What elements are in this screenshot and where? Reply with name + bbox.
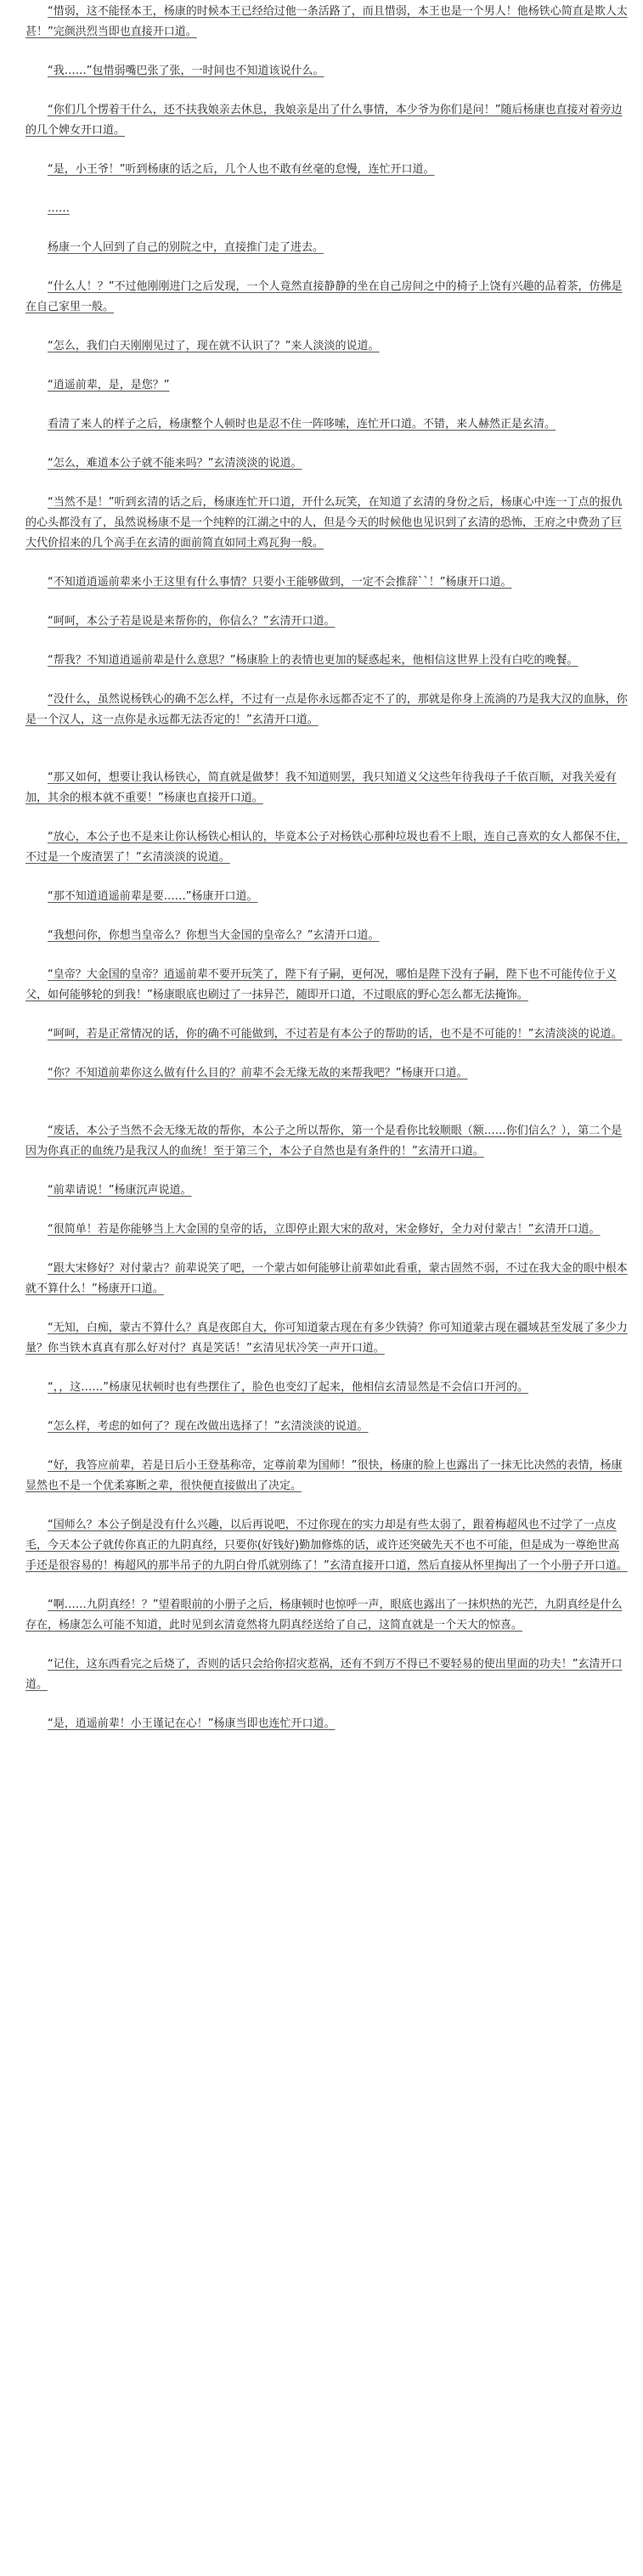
paragraph: “我……”包惜弱嘴巴张了张，一时间也不知道该说什么。 — [48, 65, 324, 77]
paragraph: “是，逍遥前辈！小王谨记在心！”杨康当即也连忙开口道。 — [48, 1717, 336, 1730]
paragraph: “帮我？不知道逍遥前辈是什么意思？”杨康脸上的表情也更加的疑惑起来，他相信这世界上没有白吃的晚餐。 — [48, 654, 578, 667]
paragraph: “呵呵，若是正常情况的话，你的确不可能做到，不过若是有本公子的帮助的话，也不是不可能的！”玄清淡淡的说道。 — [48, 1028, 623, 1040]
paragraph: 看清了来人的样子之后，杨康整个人顿时也是忍不住一阵哆嗦，连忙开口道。不错，来人赫然正是玄清。 — [48, 418, 556, 431]
paragraph: “放心，本公子也不是来让你认杨铁心相认的，毕竟本公子对杨铁心那种垃圾也看不上眼，连自己喜欢的女人都保不住，不过是一个废渣罢了！”玄清淡淡的说道。 — [25, 831, 628, 864]
paragraph: 杨康一个人回到了自己的别院之中，直接推门走了进去。 — [48, 241, 324, 254]
paragraph: “那不知道逍遥前辈是要……”杨康开口道。 — [48, 890, 258, 903]
paragraph: “记住，这东西看完之后烧了，否则的话只会给你招灾惹祸，还有不到万不得已不要轻易的使出里面的功夫！”玄清开口道。 — [25, 1658, 623, 1691]
paragraph: “怎么样，考虑的如何了？现在改做出选择了！”玄清淡淡的说道。 — [48, 1420, 369, 1433]
paragraph: “是，小王爷！”听到杨康的话之后，几个人也不敢有丝毫的怠慢，连忙开口道。 — [48, 163, 435, 176]
paragraph: “惜弱，这不能怪本王，杨康的时候本王已经给过他一条活路了，而且惜弱，本王也是一个男人！他杨铁心简直是欺人太甚！”完颜洪烈当即也直接开口道。 — [25, 5, 628, 38]
paragraph: “无知，白痴，蒙古不算什么？真是夜郎自大，你可知道蒙古现在有多少铁骑？你可知道蒙古现在疆域甚至发展了多少力量？你当铁木真真有那么好对付？真是笑话！”玄清见状冷笑一声开口道。 — [25, 1322, 628, 1355]
paragraph: “呵呵，本公子若是说是来帮你的，你信么？”玄清开口道。 — [48, 615, 336, 628]
paragraph: “怎么，难道本公子就不能来吗？”玄清淡淡的说道。 — [48, 457, 302, 470]
paragraph: “跟大宋修好？对付蒙古？前辈说笑了吧，一个蒙古如何能够让前辈如此看重，蒙古固然不弱，不过在我大金的眼中根本就不算什么！”杨康开口道。 — [25, 1262, 628, 1295]
paragraph: “那又如何，想要让我认杨铁心，简直就是做梦！我不知道则罢，我只知道义父这些年待我母子千依百顺，对我关爱有加，其余的根本就不重要！”杨康也直接开口道。 — [25, 771, 617, 804]
paragraph: “皇帝？大金国的皇帝？逍遥前辈不要开玩笑了，陛下有子嗣，更何况，哪怕是陛下没有子嗣，陛下也不可能传位于义父，如何能够轮的到我！”杨康眼底也刷过了一抹异芒，随即开口道，不过眼底的野心怎么都无法掩饰。 — [25, 968, 617, 1001]
paragraph: “你们几个愣着干什么，还不扶我娘亲去休息，我娘亲是出了什么事情，本少爷为你们是问！”随后杨康也直接对着旁边的几个婢女开口道。 — [25, 104, 623, 137]
paragraph: “，，这……”杨康见状顿时也有些摆住了，脸色也变幻了起来，他相信玄清显然是不会信口开河的。 — [48, 1381, 528, 1394]
paragraph: “什么人！？”不过他刚刚进门之后发现，一个人竟然直接静静的坐在自己房间之中的椅子上饶有兴趣的品着茶，仿佛是在自己家里一般。 — [25, 280, 623, 313]
paragraph: “当然不是！”听到玄清的话之后，杨康连忙开口道，开什么玩笑，在知道了玄清的身份之后，杨康心中连一丁点的报仇的心头都没有了，虽然说杨康不是一个纯粹的江湖之中的人，但是今天的时候他也见识到了玄清的恐怖，王府之中费劲了巨大代价招来的几个高手在玄清的面前简直如同土鸡瓦狗一般。 — [25, 496, 623, 550]
paragraph: “我想问你，你想当皇帝么？你想当大金国的皇帝么？”玄清开口道。 — [48, 929, 380, 942]
paragraph: …… — [48, 202, 70, 215]
paragraph: “没什么，虽然说杨铁心的确不怎么样，不过有一点是你永远都否定不了的，那就是你身上流淌的乃是我大汉的血脉，你是一个汉人，这一点你是永远都无法否定的！”玄清开口道。 — [25, 693, 628, 726]
paragraph: “逍遥前辈，是，是您？” — [48, 379, 170, 392]
paragraph: “很简单！若是你能够当上大金国的皇帝的话，立即停止跟大宋的敌对，宋金修好，全力对付蒙古！”玄清开口道。 — [48, 1223, 601, 1236]
paragraph: “怎么，我们白天刚刚见过了，现在就不认识了？”来人淡淡的说道。 — [48, 340, 380, 352]
paragraph: “废话，本公子当然不会无缘无故的帮你，本公子之所以帮你，第一个是看你比较顺眼（额……你们信么？），第二个是因为你真正的血统乃是我汉人的血统！至于第三个，本公子自然也是有条件的！”玄清开口道。 — [25, 1125, 623, 1158]
paragraph: “好，我答应前辈，若是日后小王登基称帝，定尊前辈为国师！”很快，杨康的脸上也露出了一抹无比决然的表情，杨康显然也不是一个优柔寡断之辈，很快便直接做出了决定。 — [25, 1459, 623, 1492]
paragraph: “啊……九阴真经！？”望着眼前的小册子之后，杨康顿时也惊呼一声，眼底也露出了一抹炽热的光芒，九阴真经是什么存在，杨康怎么可能不知道，此时见到玄清竟然将九阴真经送给了自己，这简直就是一个天大的惊喜。 — [25, 1598, 623, 1632]
paragraph: “不知道逍遥前辈来小王这里有什么事情？只要小王能够做到，一定不会推辞``！”杨康开口道。 — [48, 576, 512, 589]
paragraph: “国师么？本公子倒是没有什么兴趣，以后再说吧，不过你现在的实力却是有些太弱了，跟着梅超风也不过学了一点皮毛，今天本公子就传你真正的九阴真经，只要你(好钱好)勤加修炼的话，或许还突破先天不也不可能，但是成为一尊绝世高手还是很容易的！梅超风的那半吊子的九阴白骨爪就别练了！”玄清直接开口道，然后直接从怀里掏出了一个小册子开口道。 — [25, 1519, 628, 1572]
paragraph: “前辈请说！”杨康沉声说道。 — [48, 1184, 192, 1197]
paragraph: “你？不知道前辈你这么做有什么目的？前辈不会无缘无故的来帮我吧？”杨康开口道。 — [48, 1067, 468, 1079]
